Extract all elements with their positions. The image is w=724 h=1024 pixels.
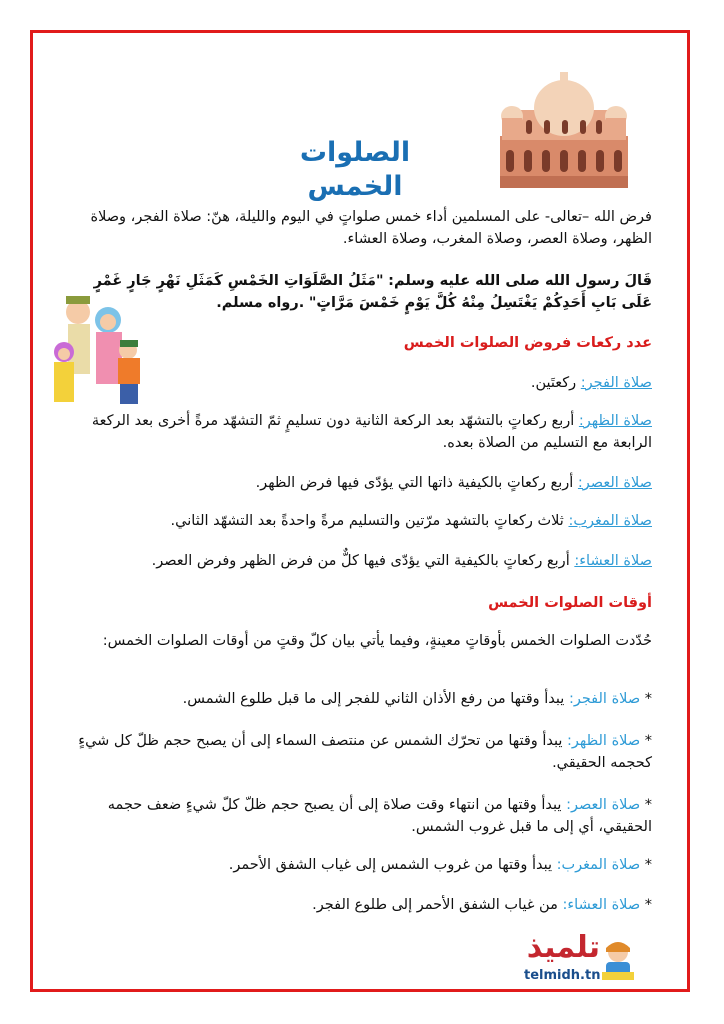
prayer-name: صلاة المغرب: [556,857,641,873]
rakaat-item-fajr: صلاة الفجر: ركعتَين. [530,375,652,391]
hadith-text: "مَثَلُ الصَّلَوَاتِ الخَمْسِ كَمَثَلِ نَهْرٍ جَارٍ غَمْرٍ عَلَى بَابِ أَحَدِكُمْ يَغْتَسِلُ مِنْهُ كُلَّ يَوْمٍ خَمْسَ مَرَّاتٍ" [93,273,652,311]
hadith-paragraph [70,270,652,314]
rakaat-item-dhuhr: صلاة الظهر: أربع ركعاتٍ بالتشهّد بعد الركعة الثانية دون تسليمٍ ثمّ التشهّد مرةً أخرى بعد الركعة الرابعة مع التسليم من الصلاة بعده. [91,413,652,451]
prayer-name: صلاة العصر: [577,475,652,491]
rakaat-item-asr: صلاة العصر: أربع ركعاتٍ بالكيفية ذاتها التي يؤدّى فيها فرض الظهر. [255,475,652,491]
prayer-name: صلاة الفجر: [580,375,652,391]
hadith-source: .رواه مسلم. [216,295,305,311]
student-icon [598,938,638,982]
rakaat-item-isha: صلاة العشاء: أربع ركعاتٍ بالكيفية التي يؤدّى فيها كلٌّ من فرض الظهر وفرض العصر. [151,553,652,569]
time-item-fajr: * صلاة الفجر: يبدأ وقتها من رفع الأذان الثاني للفجر إلى ما قبل طلوع الشمس. [182,691,652,707]
hadith-prefix: قَالَ رسول الله صلى الله عليه وسلم: [388,273,652,289]
logo-arabic: تلميذ [526,930,600,965]
time-item-isha: * صلاة العشاء: من غياب الشفق الأحمر إلى طلوع الفجر. [312,897,652,913]
time-item-maghrib: * صلاة المغرب: يبدأ وقتها من غروب الشمس إلى غياب الشفق الأحمر. [228,857,652,873]
prayer-name: صلاة العشاء: [574,553,652,569]
logo-latin: telmidh.tn [524,968,601,983]
rakaat-item-maghrib: صلاة المغرب: ثلاث ركعاتٍ بالتشهد مرّتين والتسليم مرةً واحدةً بعد التشهّد الثاني. [170,513,652,529]
times-intro: حُدّدت الصلوات الخمس بأوقاتٍ معينةٍ، وفيما يأتي بيان كلّ وقتٍ من أوقات الصلوات الخمس: [102,633,652,649]
prayer-name: صلاة الفجر: [568,691,641,707]
intro-paragraph: فرض الله –تعالى- على المسلمين أداء خمس صلواتٍ في اليوم والليلة، هنّ: صلاة الفجر، وصلاة الظهر، وصلاة العصر، وصلاة المغرب، وصلاة العشاء. [90,209,652,247]
section1-heading: عدد ركعات فروض الصلوات الخمس [403,335,652,351]
mosque-illustration [496,70,632,188]
page-title: الصلوات الخمس [299,137,411,202]
prayer-name: صلاة المغرب: [568,513,652,529]
time-item-asr: * صلاة العصر: يبدأ وقتها من انتهاء وقت صلاة إلى أن يصبح حجم ظلّ كلّ شيءٍ ضعف حجمه الحقيقي، أي إلى ما قبل غروب الشمس. [107,797,652,835]
prayer-name: صلاة الظهر: [567,733,641,749]
section2-heading: أوقات الصلوات الخمس [488,595,652,611]
prayer-name: صلاة العشاء: [562,897,641,913]
prayer-name: صلاة العصر: [566,797,641,813]
prayer-name: صلاة الظهر: [578,413,652,429]
time-item-dhuhr: * صلاة الظهر: يبدأ وقتها من تحرّك الشمس عن منتصف السماء إلى أن يصبح حجم ظلّ كل شيءٍ كحجمه الحقيقي. [78,733,652,771]
